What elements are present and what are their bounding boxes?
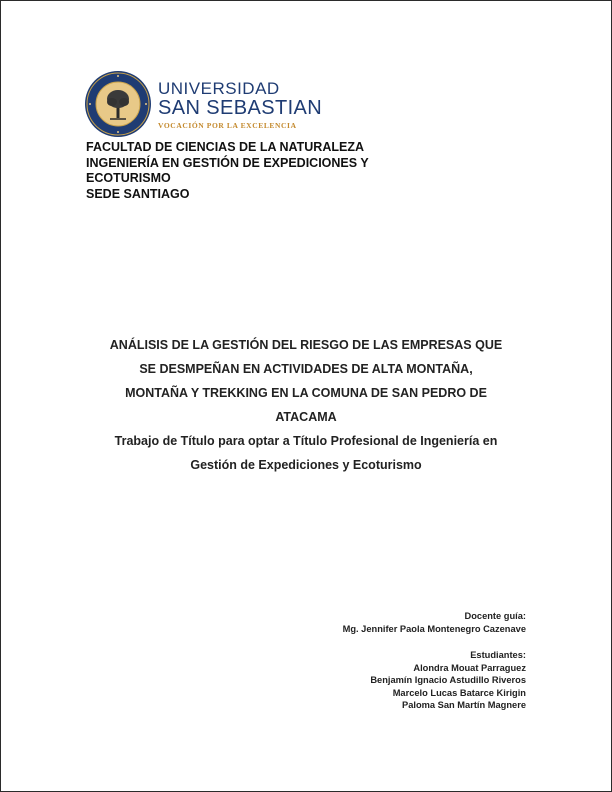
university-logo <box>84 70 324 138</box>
subtitle-line: Trabajo de Título para optar a Título Profesional de Ingeniería en <box>114 434 498 448</box>
title-line: ATACAMA <box>275 410 337 424</box>
advisor-label: Docente guía: <box>464 611 526 621</box>
student-name: Paloma San Martín Magnere <box>402 700 526 710</box>
university-seal-icon <box>84 70 152 138</box>
title-line: MONTAÑA Y TREKKING EN LA COMUNA DE SAN PEDRO DE <box>125 386 487 400</box>
students-label: Estudiantes: <box>470 650 526 660</box>
university-tagline: VOCACIÓN POR LA EXCELENCIA <box>158 121 297 130</box>
spacer <box>343 635 526 649</box>
campus-line: SEDE SANTIAGO <box>86 186 190 201</box>
advisor-name: Mg. Jennifer Paola Montenegro Cazenave <box>342 623 526 634</box>
student-name: Benjamín Ignacio Astudillo Riveros <box>370 675 526 685</box>
university-name-line2: SAN SEBASTIAN <box>158 97 323 119</box>
faculty-block <box>86 140 369 202</box>
career-line: INGENIERÍA EN GESTIÓN DE EXPEDICIONES Y <box>86 155 369 170</box>
subtitle-line: Gestión de Expediciones y Ecoturismo <box>190 458 422 472</box>
title-line: ANÁLISIS DE LA GESTIÓN DEL RIESGO DE LAS EMPRESAS QUE <box>109 338 503 352</box>
student-name: Marcelo Lucas Batarce Kirigin <box>392 687 526 698</box>
title-line: SE DESMPEÑAN EN ACTIVIDADES DE ALTA MONTAÑA, <box>139 362 473 376</box>
credits-block <box>343 610 526 712</box>
university-wordmark <box>158 80 322 130</box>
thesis-title <box>60 333 552 429</box>
student-name: Alondra Mouat Parraguez <box>413 662 526 673</box>
university-name-line1: UNIVERSIDAD <box>158 79 280 98</box>
faculty-line: FACULTAD DE CIENCIAS DE LA NATURALEZA <box>86 140 364 154</box>
thesis-subtitle <box>60 429 552 477</box>
career-line-cont: ECOTURISMO <box>86 171 171 185</box>
